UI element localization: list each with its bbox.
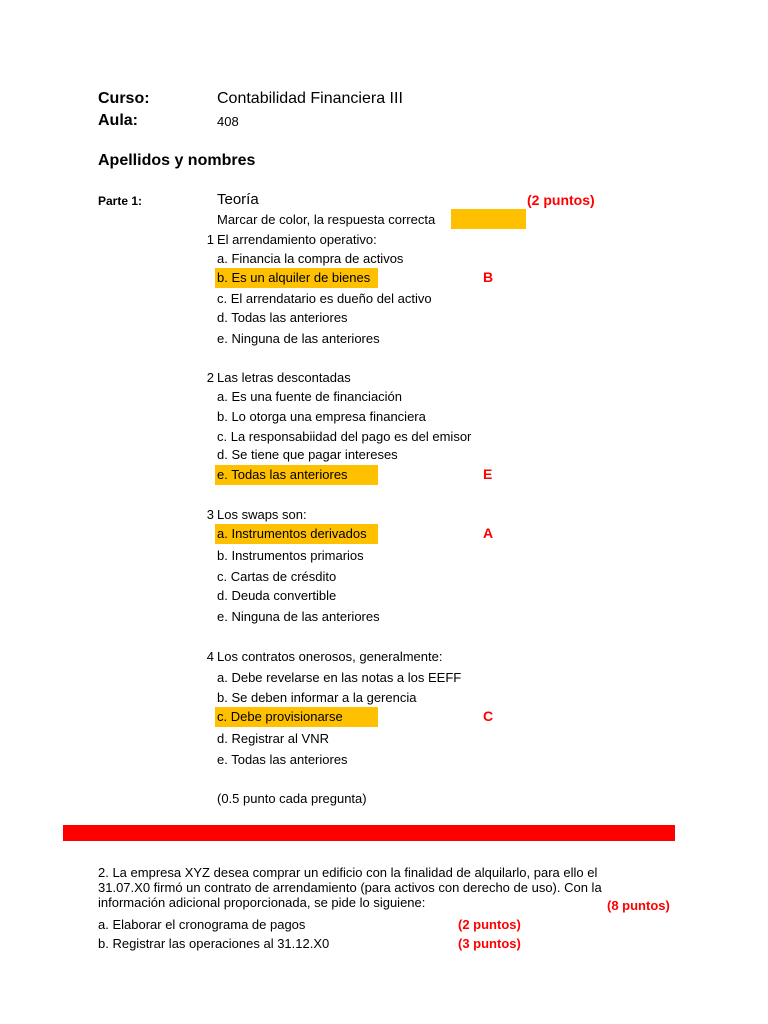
task-b-points: (3 puntos) (458, 936, 521, 951)
task-a: a. Elaborar el cronograma de pagos (98, 917, 306, 932)
task-a-points: (2 puntos) (458, 917, 521, 932)
option-b: b. Lo otorga una empresa financiera (217, 409, 426, 424)
option-e-selected: e. Todas las anteriores (215, 465, 378, 485)
question-number: 4 (206, 649, 214, 664)
task-b: b. Registrar las operaciones al 31.12.X0 (98, 936, 330, 951)
option-e: e. Ninguna de las anteriores (217, 609, 380, 624)
points-note: (0.5 punto cada pregunta) (217, 791, 367, 806)
section-divider (63, 825, 675, 841)
option-b-selected: b. Es un alquiler de bienes (215, 268, 378, 288)
part2-points: (8 puntos) (607, 898, 670, 913)
option-c-selected: c. Debe provisionarse (215, 707, 378, 727)
option-c: c. El arrendatario es dueño del activo (217, 291, 432, 306)
part1-points: (2 puntos) (527, 192, 595, 208)
highlight-color-swatch (451, 209, 526, 229)
answer-letter: E (483, 466, 493, 482)
option-c: c. La responsabiidad del pago es del emisor (217, 429, 472, 444)
option-a: a. Debe revelarse en las notas a los EEFF (217, 670, 462, 685)
option-a: a. Financia la compra de activos (217, 251, 404, 266)
option-d: d. Deuda convertible (217, 588, 337, 603)
answer-letter: A (483, 525, 494, 541)
option-d: d. Se tiene que pagar intereses (217, 447, 398, 462)
question-text: Los swaps son: (217, 507, 307, 522)
option-a-selected: a. Instrumentos derivados (215, 524, 378, 544)
option-e: e. Todas las anteriores (217, 752, 348, 767)
room-label: Aula: (98, 112, 138, 129)
part1-label: Parte 1: (98, 194, 143, 208)
part2-statement-line-1: 2. La empresa XYZ desea comprar un edificio con la finalidad de alquilarlo, para ello el (98, 865, 598, 880)
part1-instruction: Marcar de color, la respuesta correcta (217, 212, 436, 227)
question-number: 3 (206, 507, 214, 522)
question-number: 2 (206, 370, 214, 385)
question-text: El arrendamiento operativo: (217, 232, 377, 247)
course-value: Contabilidad Financiera III (217, 90, 403, 107)
answer-letter: C (483, 708, 494, 724)
option-e: e. Ninguna de las anteriores (217, 331, 380, 346)
option-b: b. Instrumentos primarios (217, 548, 364, 563)
question-text: Los contratos onerosos, generalmente: (217, 649, 443, 664)
course-label: Curso: (98, 90, 150, 107)
room-value: 408 (217, 114, 239, 129)
option-b: b. Se deben informar a la gerencia (217, 690, 417, 705)
question-text: Las letras descontadas (217, 370, 351, 385)
answer-letter: B (483, 269, 494, 285)
option-d: d. Todas las anteriores (217, 310, 348, 325)
question-number: 1 (206, 232, 214, 247)
part1-title: Teoría (217, 191, 259, 208)
names-label: Apellidos y nombres (98, 152, 256, 169)
option-a: a. Es una fuente de financiación (217, 389, 403, 404)
option-c: c. Cartas de crésdito (217, 569, 337, 584)
option-d: d. Registrar al VNR (217, 731, 329, 746)
part2-statement-line-3: información adicional proporcionada, se pide lo siguiene: (98, 895, 426, 910)
part2-statement-line-2: 31.07.X0 firmó un contrato de arrendamiento (para activos con derecho de uso). Con la (98, 880, 602, 895)
